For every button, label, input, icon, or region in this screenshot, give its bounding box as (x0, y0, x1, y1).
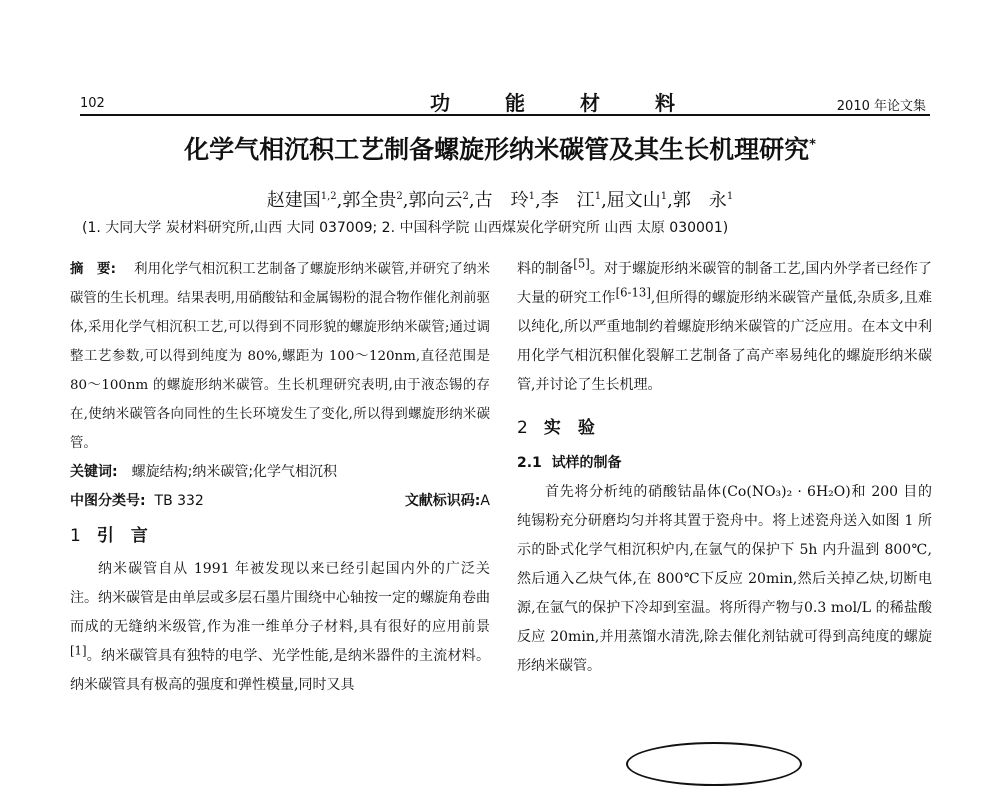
section-number: 1 (70, 526, 81, 546)
section-number: 2 (517, 418, 528, 438)
author-affil: 2 (396, 191, 403, 202)
subsection-number: 2.1 (517, 455, 542, 471)
right-column (517, 255, 932, 681)
experiment-paragraph: 首先将分析纯的硝酸钴晶体(Co(NO₃)₂ · 6H₂O)和 200 目的纯锡粉充分研磨均匀并将其置于瓷舟中。将上述瓷舟送入如图 1 所示的卧式化学气相沉积炉内,在氩气的保护下 5h 内升温到 800℃,然后通入乙炔气体,在 800℃下反应 20min,然后关掉乙炔,切断电源,在氩气的保护下冷却到室温。将所得产物与0.3 mol/L 的稀盐酸反应 20min,并用蒸馏水清洗,除去催化剂钴就可得到高纯度的螺旋形纳米碳管。 (517, 484, 932, 674)
classification-line (70, 487, 490, 516)
author: 古 玲 (474, 190, 529, 211)
author-affil: 1 (726, 191, 734, 202)
author: 郭全贵 (342, 190, 397, 211)
cont-text: ,但所得的螺旋形纳米碳管产量低,杂质多,且难以纯化,所以严重地制约着螺旋形纳米碳管的广泛应用。在本文中利用化学气相沉积催化裂解工艺制备了高产率易纯化的螺旋形纳米碳管,并讨论了生长机理。 (517, 290, 932, 393)
abstract (70, 255, 490, 458)
clc-value: TB 332 (154, 493, 204, 509)
subsection-heading (517, 449, 932, 478)
intro-paragraph (70, 555, 490, 700)
citation: [1] (70, 643, 87, 658)
author-list: 赵建国$^{1,2}$,郭全贵$^2$,郭向云$^2$,古 玲$^1$,李 江$^1$,屈文山$^1$,郭 永$^1$ (266, 190, 734, 211)
keywords-text: 螺旋结构;纳米碳管;化学气相沉积 (131, 464, 338, 480)
affiliations: (1. 大同大学 炭材料研究所,山西 大同 037009; 2. 中国科学院 山西煤炭化学研究所 山西 太原 030001) (82, 220, 729, 236)
citation: [6-13] (615, 285, 651, 300)
subsection-title: 试样的制备 (551, 455, 622, 471)
keywords-label: 关键词: (70, 464, 118, 480)
paper-title-text: 化学气相沉积工艺制备螺旋形纳米碳管及其生长机理研究 (184, 135, 810, 164)
paper-title (0, 130, 1000, 166)
clc-label: 中图分类号: (70, 493, 146, 509)
section-heading-intro (70, 522, 490, 551)
journal-name: 功能材料 (430, 91, 730, 115)
abstract-label: 摘 要: (70, 262, 116, 277)
intro-text-cont: 。纳米碳管具有独特的电学、光学性能,是纳米器件的主流材料。纳米碳管具有极高的强度和弹性模量,同时又具 (70, 648, 490, 693)
author-affil: 1,2 (320, 191, 337, 202)
author: 屈文山 (606, 190, 661, 211)
section-heading-experiment (517, 414, 932, 443)
doc-code-value: A (480, 493, 490, 509)
author-affil: 1 (528, 191, 535, 202)
section-title: 引 言 (96, 526, 148, 546)
keywords (70, 458, 490, 487)
header-rule (80, 114, 930, 116)
year-label: 2010 年论文集 (836, 99, 926, 114)
doc-code-label: 文献标识码: (404, 493, 481, 509)
citation: [5] (573, 256, 590, 271)
author: 李 江 (540, 190, 595, 211)
page-number: 102 (80, 96, 105, 111)
intro-continuation (517, 255, 932, 400)
author: 赵建国 (266, 190, 321, 211)
cont-text: 。对于螺旋形纳米碳管的制备工艺,国内外学者已经作了大量的研究工作 (517, 261, 932, 306)
figure-top-edge (626, 742, 802, 786)
cont-text: 料的制备 (517, 261, 574, 277)
author: 郭 永 (672, 190, 727, 211)
section-title: 实 验 (543, 418, 595, 438)
intro-text: 纳米碳管自从 1991 年被发现以来已经引起国内外的广泛关注。纳米碳管是由单层或多层石墨片围绕中心轴按一定的螺旋角卷曲而成的无缝纳米级管,作为准一维单分子材料,具有很好的应用前景 (70, 561, 490, 635)
abstract-text: 利用化学气相沉积工艺制备了螺旋形纳米碳管,并研究了纳米碳管的生长机理。结果表明,用硝酸钴和金属锡粉的混合物作催化剂前驱体,采用化学气相沉积工艺,可以得到不同形貌的螺旋形纳米碳管;通过调整工艺参数,可以得到纯度为 80%,螺距为 100～120nm,直径范围是 80～100nm 的螺旋形纳米碳管。生长机理研究表明,由于液态锡的存在,使纳米碳管各向同性的生长环境发生了变化,所以得到螺旋形纳米碳管。 (70, 262, 490, 451)
title-footnote-mark: * (809, 137, 816, 153)
left-column (70, 255, 490, 700)
author-affil: 1 (594, 191, 602, 202)
author-affil: 1 (660, 191, 668, 202)
author-affil: 2 (462, 191, 469, 202)
author: 郭向云 (408, 190, 463, 211)
